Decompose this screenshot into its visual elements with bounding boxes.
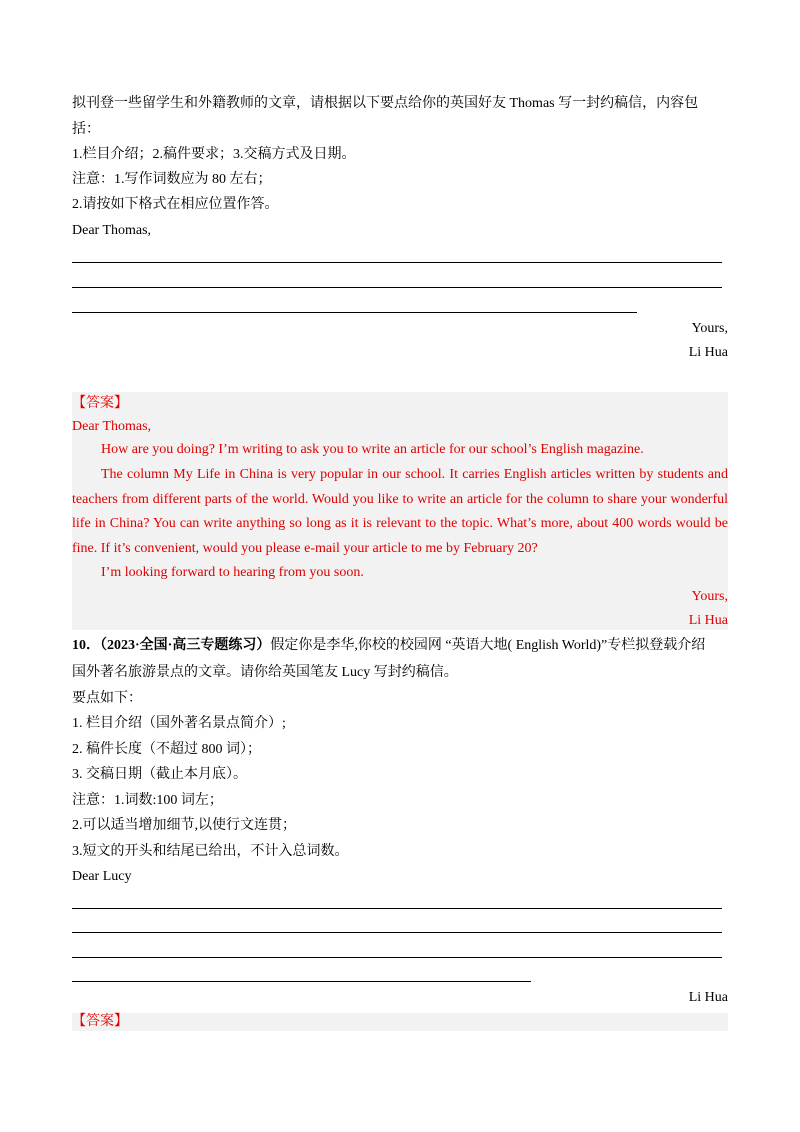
- q9-prompt-line-1: 拟刊登一些留学生和外籍教师的文章，请根据以下要点给你的英国好友 Thomas 写一封约稿信，内容包: [72, 96, 699, 111]
- q9-note-1: 注意：1.写作词数应为 80 左右；: [72, 172, 272, 187]
- q10-prompt-line-1: [72, 636, 705, 656]
- answer-label: 【答案】: [72, 396, 128, 411]
- q10-prompt-text: 假定你是李华,你校的校园网 “英语大地( English World)”专栏拟登载介绍: [270, 638, 706, 653]
- answer-line: [72, 932, 722, 933]
- q10-note-3: 3.短文的开头和结尾已给出，不计入总词数。: [72, 844, 349, 859]
- q10-note-2: 2.可以适当增加细节,以使行文连贯；: [72, 818, 296, 833]
- q9-prompt-line-2: 括：: [72, 122, 100, 137]
- q10-salutation: Dear Lucy: [72, 869, 132, 884]
- answer-line: [72, 981, 531, 982]
- q10-note-1: 注意：1.词数:100 词左；: [72, 793, 223, 808]
- q10-points-title: 要点如下：: [72, 691, 142, 706]
- answer-paragraph-1: How are you doing? I’m writing to ask you to write an article for our school’s English magazine.: [101, 442, 644, 457]
- answer-signature: Li Hua: [688, 613, 728, 628]
- answer-line: [72, 312, 637, 313]
- answer-salutation: Dear Thomas,: [72, 419, 152, 434]
- q10-signature: Li Hua: [688, 990, 728, 1005]
- answer-paragraph-2: The column My Life in China is very popular in our school. It carries English articles written by students and teachers from different parts of the world. Would you like to write an article for the column to share your wonderful life in China? You can write anything so long as it is relevant to the topic. What’s more, about 400 words would be fine. If it’s convenient, would you please e-mail your article to me by February 20?: [72, 467, 728, 556]
- answer-line: [72, 287, 722, 288]
- q10-point-2: 2. 稿件长度（不超过 800 词）；: [72, 742, 261, 757]
- q9-note-2: 2.请按如下格式在相应位置作答。: [72, 197, 279, 212]
- q10-point-1: 1. 栏目介绍（国外著名景点简介）;: [72, 716, 286, 731]
- q9-closing: Yours,: [691, 321, 728, 336]
- q9-signature: Li Hua: [688, 345, 728, 360]
- q10-point-3: 3. 交稿日期（截止本月底）。: [72, 767, 247, 782]
- q9-salutation: Dear Thomas,: [72, 223, 152, 238]
- answer-paragraph-3: I’m looking forward to hearing from you soon.: [101, 565, 364, 580]
- answer-line: [72, 957, 722, 958]
- answer-box: [72, 1013, 728, 1031]
- answer-closing: Yours,: [691, 589, 728, 604]
- answer-line: [72, 908, 722, 909]
- q9-points: 1.栏目介绍；2.稿件要求；3.交稿方式及日期。: [72, 147, 356, 162]
- answer-label: 【答案】: [72, 1014, 128, 1029]
- q10-prompt-line-2: 国外著名旅游景点的文章。请你给英国笔友 Lucy 写封约稿信。: [72, 665, 458, 680]
- question-number: 10．: [72, 638, 100, 653]
- question-source: （2023·全国·高三专题练习）: [100, 638, 271, 653]
- answer-line: [72, 262, 722, 263]
